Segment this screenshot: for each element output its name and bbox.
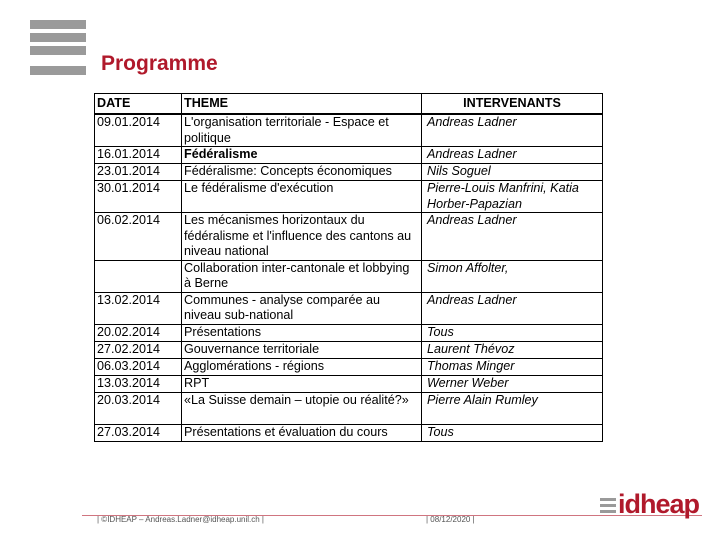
date-cell (95, 260, 182, 292)
theme-cell: Fédéralisme: Concepts économiques (182, 164, 422, 181)
theme-cell: Fédéralisme (182, 147, 422, 164)
date-cell: 27.03.2014 (95, 424, 182, 441)
header-theme: THEME (182, 94, 422, 115)
date-cell: 16.01.2014 (95, 147, 182, 164)
speaker-cell: Thomas Minger (422, 358, 603, 375)
header-speakers: INTERVENANTS (422, 94, 603, 115)
speaker-cell: Andreas Ladner (422, 114, 603, 147)
date-cell: 06.02.2014 (95, 213, 182, 261)
table-header-row (95, 94, 603, 115)
theme-cell: Présentations (182, 324, 422, 341)
table-row (95, 341, 603, 358)
idheap-logo (596, 489, 700, 521)
speaker-cell: Laurent Thévoz (422, 341, 603, 358)
date-cell: 23.01.2014 (95, 164, 182, 181)
table-row (95, 181, 603, 213)
speaker-cell: Andreas Ladner (422, 147, 603, 164)
speaker-cell: Pierre Alain Rumley (422, 392, 603, 424)
table-row (95, 164, 603, 181)
page-title: Programme (101, 52, 218, 75)
logo-lines-icon (600, 498, 616, 516)
table-row (95, 260, 603, 292)
schedule-table (94, 93, 603, 442)
theme-cell: L'organisation territoriale - Espace et politique (182, 114, 422, 147)
table-row (95, 375, 603, 392)
theme-cell: Agglomérations - régions (182, 358, 422, 375)
table-row (95, 213, 603, 261)
date-cell: 20.03.2014 (95, 392, 182, 424)
theme-cell: Présentations et évaluation du cours (182, 424, 422, 441)
speaker-cell: Andreas Ladner (422, 213, 603, 261)
footer-date: | 08/12/2020 | (426, 515, 475, 524)
speaker-cell: Tous (422, 424, 603, 441)
speaker-cell: Pierre-Louis Manfrini, Katia Horber-Papazian (422, 181, 603, 213)
speaker-cell: Werner Weber (422, 375, 603, 392)
logo-text: idheap (618, 489, 700, 519)
table-row (95, 292, 603, 324)
speaker-cell: Simon Affolter, (422, 260, 603, 292)
date-cell: 13.03.2014 (95, 375, 182, 392)
table-row (95, 392, 603, 424)
footer-credit: | ©IDHEAP – Andreas.Ladner@idheap.unil.ch | (97, 515, 265, 524)
speaker-cell: Tous (422, 324, 603, 341)
date-cell: 27.02.2014 (95, 341, 182, 358)
date-cell: 13.02.2014 (95, 292, 182, 324)
theme-cell: Gouvernance territoriale (182, 341, 422, 358)
speaker-cell: Nils Soguel (422, 164, 603, 181)
date-cell: 20.02.2014 (95, 324, 182, 341)
theme-cell: Les mécanismes horizontaux du fédéralisme et l'influence des cantons au niveau national (182, 213, 422, 261)
theme-cell: Collaboration inter-cantonale et lobbying à Berne (182, 260, 422, 292)
table-row (95, 358, 603, 375)
table-row (95, 114, 603, 147)
theme-cell: RPT (182, 375, 422, 392)
table-row (95, 147, 603, 164)
theme-cell: Communes - analyse comparée au niveau sub-national (182, 292, 422, 324)
speaker-cell: Andreas Ladner (422, 292, 603, 324)
table-row (95, 424, 603, 441)
date-cell: 09.01.2014 (95, 114, 182, 147)
theme-cell: Le fédéralisme d'exécution (182, 181, 422, 213)
date-cell: 30.01.2014 (95, 181, 182, 213)
table-row (95, 324, 603, 341)
header-date: DATE (95, 94, 182, 115)
date-cell: 06.03.2014 (95, 358, 182, 375)
theme-cell: «La Suisse demain – utopie ou réalité?» (182, 392, 422, 424)
